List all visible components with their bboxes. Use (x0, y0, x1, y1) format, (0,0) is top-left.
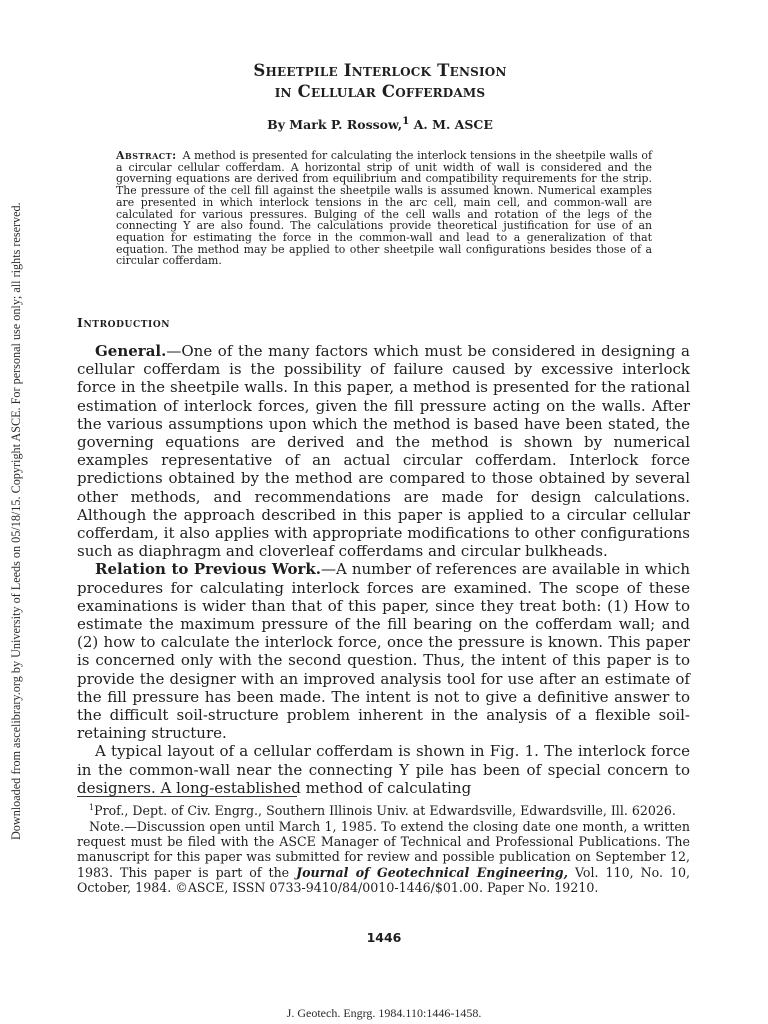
author-byline (150, 115, 610, 132)
footnote-note-tail: Vol. 110, No. 10, October, 1984. ©ASCE, ISSN 0733-9410/84/0010-1446/$01.00. Paper No. 19210. (77, 864, 690, 896)
footnote-affiliation (77, 800, 690, 819)
footnote-note-text: Note.—Discussion open until March 1, 1985. To extend the closing date one month, a written request must be filed with the ASCE Manager of Technical and Professional Publications. The manuscript for this paper was submitted for review and possible publication on September 12, 1983. This paper is part of the (77, 818, 690, 880)
paragraph-relation-text: —A number of references are available in which procedures for calculating interlock forces are examined. The scope of these examinations is wider than that of this paper, since they treat both: (1) How to estimate the maximum pressure of the fill bearing on the cofferdam wall; and (2) how to calculate the interlock force, once the pressure is known. This paper is concerned only with the second question. Thus, the intent of this paper is to provide the designer with an improved analysis tool for use after an estimate of the fill pressure has been made. The intent is not to give a definitive answer to the difficult soil-structure problem inherent in the analysis of a flexible soil-retaining structure. (77, 560, 690, 743)
abstract-label: Abstract: (116, 149, 177, 162)
paragraph-general (77, 342, 690, 560)
footnote-note (77, 819, 690, 896)
footnote-rule (77, 796, 297, 797)
author-footnote-mark: 1 (402, 115, 410, 127)
paper-title (150, 60, 610, 102)
abstract (116, 150, 652, 267)
paragraph-typical-layout: A typical layout of a cellular cofferdam is shown in Fig. 1. The interlock force in the common-wall near the connecting Y pile has been of special concern to designers. A long-established method of calculating (77, 742, 690, 797)
footnote-affiliation-text: Prof., Dept. of Civ. Engrg., Southern Illinois Univ. at Edwardsville, Edwardsville, Ill. 62026. (94, 803, 676, 819)
body-text (77, 342, 690, 797)
run-in-head-general: General. (95, 342, 167, 360)
page-number: 1446 (366, 930, 402, 945)
journal-name: Journal of Geotechnical Engineering, (296, 864, 568, 880)
author-membership: A. M. ASCE (409, 117, 493, 133)
title-line-1: Sheetpile Interlock Tension (253, 61, 507, 80)
download-watermark: Downloaded from ascelibrary.org by University of Leeds on 05/18/15. Copyright ASCE. For personal use only; all rights reserved. (9, 202, 23, 840)
run-in-head-relation: Relation to Previous Work. (95, 560, 321, 579)
paragraph-relation (77, 560, 690, 742)
footnotes (77, 800, 690, 896)
footnote-mark: 1 (89, 803, 95, 812)
author-name: By Mark P. Rossow, (267, 117, 403, 133)
citation-footer: J. Geotech. Engrg. 1984.110:1446-1458. (286, 1006, 482, 1020)
paragraph-general-text: —One of the many factors which must be considered in designing a cellular cofferdam is the possibility of failure caused by excessive interlock force in the sheetpile walls. In this paper, a method is presented for the rational estimation of interlock forces, given the fill pressure acting on the walls. After the various assumptions upon which the method is based have been stated, the governing equations are derived and the method is shown by numerical examples representative of an actual circular cofferdam. Interlock force predictions obtained by the method are compared to those obtained by several other methods, and recommendations are made for design calculations. Although the approach described in this paper is applied to a circular cellular cofferdam, it also applies with appropriate modifications to other configurations such as diaphragm and cloverleaf cofferdams and circular bulkheads. (77, 342, 690, 561)
section-heading-introduction: Introduction (77, 315, 171, 330)
abstract-text: A method is presented for calculating the interlock tensions in the sheetpile walls of a circular cellular cofferdam. A horizontal strip of unit width of wall is considered and the governing equations are derived from equilibrium and compatibility requirements for the strip. The pressure of the cell fill against the sheetpile walls is assumed known. Numerical examples are presented in which interlock tensions in the arc cell, main cell, and common-wall are calculated for various pressures. Bulging of the cell walls and rotation of the legs of the connecting Y are also found. The calculations provide theoretical justification for use of an equation for estimating the force in the common-wall and lead to a generalization of that equation. The method may be applied to other sheetpile wall configurations besides those of a circular cofferdam. (116, 149, 652, 268)
title-line-2: in Cellular Cofferdams (274, 82, 486, 101)
